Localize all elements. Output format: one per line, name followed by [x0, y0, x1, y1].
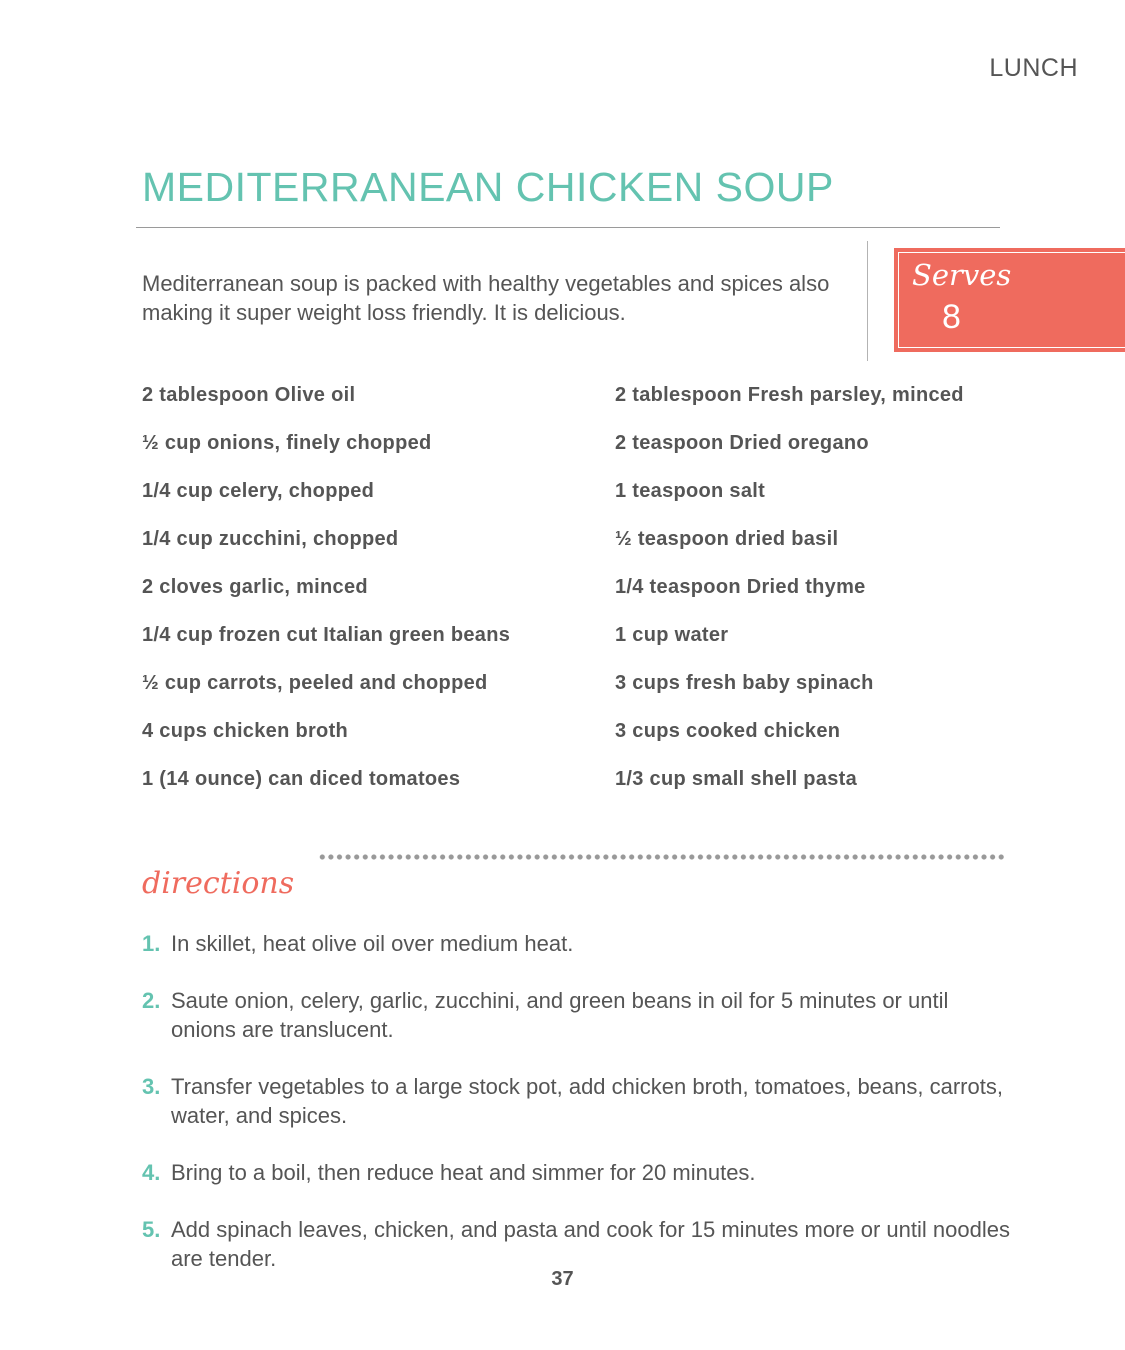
step-text: Add spinach leaves, chicken, and pasta and cook for 15 minutes more or until noodles are tender. [171, 1217, 1010, 1271]
serves-badge [894, 248, 1125, 352]
directions-list [142, 929, 1012, 1301]
ingredient-item: ½ teaspoon dried basil [615, 528, 839, 550]
section-label: LUNCH [989, 54, 1078, 82]
ingredient-item: 2 tablespoon Olive oil [142, 384, 356, 406]
ingredient-item: 1/4 cup celery, chopped [142, 480, 375, 502]
direction-step [142, 1072, 1012, 1130]
step-text: Saute onion, celery, garlic, zucchini, and green beans in oil for 5 minutes or until onions are translucent. [171, 988, 949, 1042]
ingredient-item: 1/4 teaspoon Dried thyme [615, 576, 866, 598]
title-divider [136, 227, 1000, 228]
step-number: 1. [142, 931, 161, 956]
ingredient-item: 1/4 cup zucchini, chopped [142, 528, 399, 550]
ingredient-item: 1 teaspoon salt [615, 480, 766, 502]
ingredient-item: 2 cloves garlic, minced [142, 576, 368, 598]
ingredient-item: 3 cups fresh baby spinach [615, 672, 874, 694]
vertical-divider [867, 241, 868, 361]
serves-label: Serves [912, 258, 1012, 292]
ingredient-item: ½ cup onions, finely chopped [142, 432, 432, 454]
direction-step [142, 986, 1012, 1044]
ingredient-item: 1/3 cup small shell pasta [615, 768, 858, 790]
ingredient-item: 1/4 cup frozen cut Italian green beans [142, 624, 511, 646]
directions-heading: directions [142, 866, 295, 901]
step-number: 3. [142, 1074, 161, 1099]
ingredient-item: 1 (14 ounce) can diced tomatoes [142, 768, 461, 790]
page-number: 37 [551, 1268, 574, 1290]
direction-step [142, 1215, 1012, 1273]
step-text: Bring to a boil, then reduce heat and simmer for 20 minutes. [171, 1160, 756, 1185]
ingredient-item: 1 cup water [615, 624, 729, 646]
ingredients-right-column [615, 381, 1015, 813]
ingredient-item: 3 cups cooked chicken [615, 720, 841, 742]
step-text: Transfer vegetables to a large stock pot, add chicken broth, tomatoes, beans, carrots, water, and spices. [171, 1074, 1003, 1128]
step-text: In skillet, heat olive oil over medium heat. [171, 931, 574, 956]
step-number: 2. [142, 988, 161, 1013]
recipe-title: MEDITERRANEAN CHICKEN SOUP [142, 164, 834, 210]
recipe-intro: Mediterranean soup is packed with healthy vegetables and spices also making it super weight loss friendly. It is delicious. [142, 271, 830, 325]
serves-count: 8 [942, 298, 961, 336]
ingredient-item: 4 cups chicken broth [142, 720, 349, 742]
direction-step [142, 1158, 1012, 1187]
ingredients-left-column [142, 381, 522, 813]
step-number: 4. [142, 1160, 161, 1185]
ingredient-item: ½ cup carrots, peeled and chopped [142, 672, 488, 694]
dotted-divider [318, 851, 1004, 863]
ingredient-item: 2 tablespoon Fresh parsley, minced [615, 384, 964, 406]
ingredient-item: 2 teaspoon Dried oregano [615, 432, 869, 454]
direction-step [142, 929, 1012, 958]
step-number: 5. [142, 1217, 161, 1242]
